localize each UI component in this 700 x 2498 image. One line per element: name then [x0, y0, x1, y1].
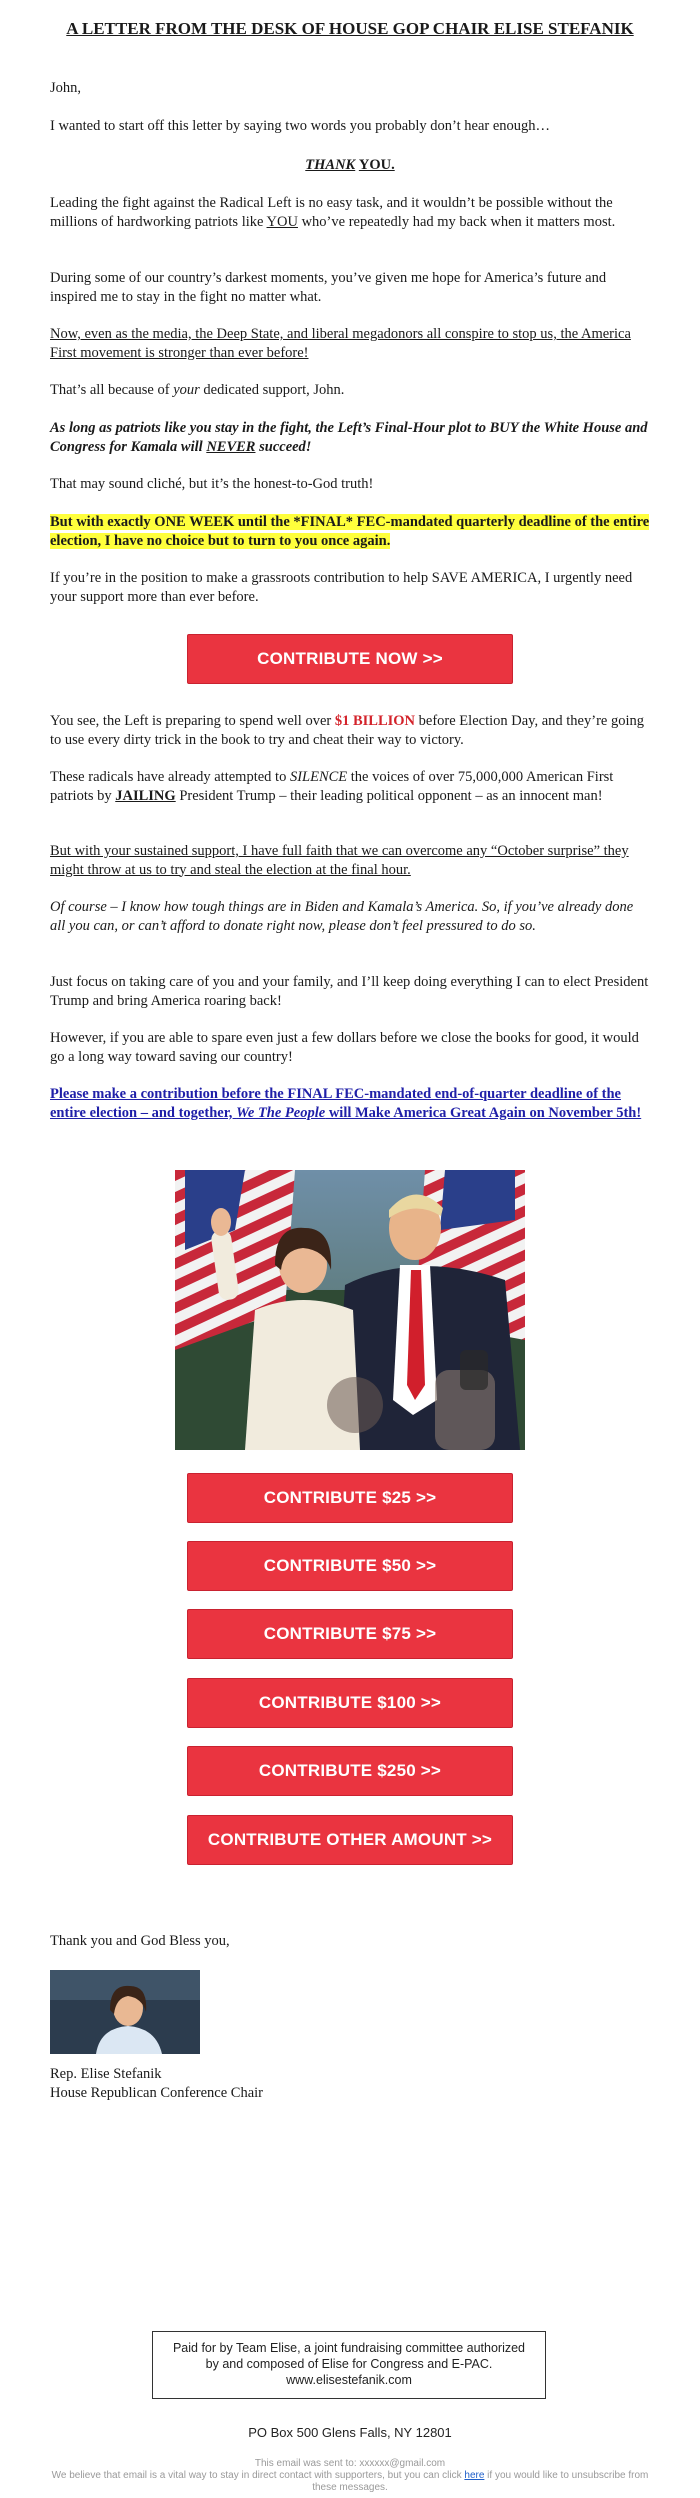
jailing-emphasis: JAILING: [115, 787, 176, 804]
closing-line: Thank you and God Bless you,: [50, 1933, 230, 1949]
text: These radicals have already attempted to: [50, 769, 290, 785]
you-word: YOU.: [358, 157, 395, 173]
text: the voices of over 75,000,000 American First patriots by: [50, 769, 614, 804]
paragraph-your-support: [50, 381, 650, 400]
text: Leading the fight against the Radical Left is no easy task, and it wouldn’t be possible without the millions of hardworking patriots like: [50, 195, 613, 230]
contribute-250-button[interactable]: CONTRIBUTE $250 >>: [187, 1746, 513, 1796]
paid-for-disclaimer: Paid for by Team Elise, a joint fundraising committee authorized by and composed of Elise for Congress and E-PAC. www.elisestefanik.com: [152, 2331, 546, 2399]
contribute-50-button[interactable]: CONTRIBUTE $50 >>: [187, 1541, 513, 1591]
text: That’s all because of: [50, 382, 174, 398]
contribute-25-button[interactable]: CONTRIBUTE $25 >>: [187, 1473, 513, 1523]
letter-title: A LETTER FROM THE DESK OF HOUSE GOP CHAIR ELISE STEFANIK: [66, 19, 634, 38]
greeting: John,: [50, 80, 82, 96]
silence-emphasis: SILENCE: [289, 769, 348, 785]
paragraph-tough-times: Of course – I know how tough things are in Biden and Kamala’s America. So, if you’ve already done all you can, or can’t afford to donate right now, please don’t feel pressured to do so.: [50, 899, 634, 934]
paragraph-darkest-moments: During some of our country’s darkest moments, you’ve given me hope for America’s future and inspired me to stay in the fight no matter what.: [50, 270, 607, 305]
photo-illustration: [175, 1170, 525, 1450]
contribute-100-button[interactable]: CONTRIBUTE $100 >>: [187, 1678, 513, 1728]
text: As long as patriots like you stay in the fight, the Left’s Final-Hour plot to BUY the White House and Congress for Kamala will: [50, 420, 648, 455]
text: President Trump – their leading political opponent – as an innocent man!: [175, 787, 603, 804]
never-emphasis: NEVER: [206, 438, 256, 455]
paragraph-radicals: [50, 768, 650, 805]
paragraph-focus-family: Just focus on taking care of you and your family, and I’ll keep doing everything I can to elect President Trump and bring America roaring back!: [50, 974, 649, 1009]
final-call-link[interactable]: [50, 1086, 641, 1121]
text: who’ve repeatedly had my back when it matters most.: [297, 213, 616, 230]
unsubscribe-link[interactable]: here: [464, 2470, 485, 2481]
contribute-other-amount-button[interactable]: CONTRIBUTE OTHER AMOUNT >>: [187, 1815, 513, 1865]
portrait-illustration: [50, 1970, 200, 2054]
intro-paragraph: I wanted to start off this letter by saying two words you probably don’t hear enough…: [50, 118, 551, 134]
paragraph-patriots: [50, 419, 650, 456]
sent-to-notice: This email was sent to: xxxxxx@gmail.com: [254, 2458, 446, 2469]
paragraph-deadline: [50, 513, 650, 550]
signature-title: House Republican Conference Chair: [50, 2085, 263, 2101]
thank-word: THANK: [305, 157, 356, 173]
text: succeed!: [255, 438, 312, 455]
text: We believe that email is a vital way to stay in direct contact with supporters, but you can click: [51, 2470, 465, 2481]
signature-name: Rep. Elise Stefanik: [50, 2066, 162, 2082]
we-the-people: We The People: [236, 1104, 326, 1121]
stefanik-trump-photo: [175, 1170, 525, 1450]
billion-amount: $1 BILLION: [334, 713, 416, 729]
text: Please make a contribution before the FINAL FEC-mandated end-of-quarter deadline of the entire election – and together,: [50, 1086, 621, 1121]
mailing-address: PO Box 500 Glens Falls, NY 12801: [248, 2425, 452, 2440]
paragraph-billion: [50, 712, 650, 749]
paragraph-spare-dollars: However, if you are able to spare even just a few dollars before we close the books for good, it would go a long way toward saving our country!: [50, 1030, 639, 1065]
text: before Election Day, and they’re going to use every dirty trick in the book to try and cheat their way to victory.: [50, 713, 644, 748]
contribute-now-button[interactable]: CONTRIBUTE NOW >>: [187, 634, 513, 684]
you-emphasis: YOU: [266, 213, 298, 230]
paragraph-leading-fight: [50, 194, 650, 231]
paragraph-final-call[interactable]: [50, 1085, 650, 1122]
text: will Make America Great Again on November 5th!: [325, 1104, 642, 1121]
paragraph-grassroots: If you’re in the position to make a grassroots contribution to help SAVE AMERICA, I urgently need your support more than ever before.: [50, 570, 633, 605]
signature-photo: [50, 1970, 200, 2054]
thank-you-heading: [50, 156, 650, 175]
paragraph-cliche: That may sound cliché, but it’s the honest-to-God truth!: [50, 476, 374, 492]
unsubscribe-notice: [50, 2470, 650, 2494]
paragraph-october-surprise: But with your sustained support, I have full faith that we can overcome any “October surprise” they might throw at us to try and steal the election at the final hour.: [50, 843, 629, 878]
highlighted-deadline: But with exactly ONE WEEK until the *FINAL* FEC-mandated quarterly deadline of the entire election, I have no choice but to turn to you once again.: [50, 514, 650, 549]
text: if you would like to unsubscribe from these messages.: [312, 2470, 649, 2493]
contribute-75-button[interactable]: CONTRIBUTE $75 >>: [187, 1609, 513, 1659]
text: You see, the Left is preparing to spend well over: [50, 713, 335, 729]
paragraph-deep-state: Now, even as the media, the Deep State, and liberal megadonors all conspire to stop us, the America First movement is stronger than ever before!: [50, 326, 631, 361]
your-emphasis: your: [173, 382, 200, 398]
text: dedicated support, John.: [199, 382, 345, 398]
